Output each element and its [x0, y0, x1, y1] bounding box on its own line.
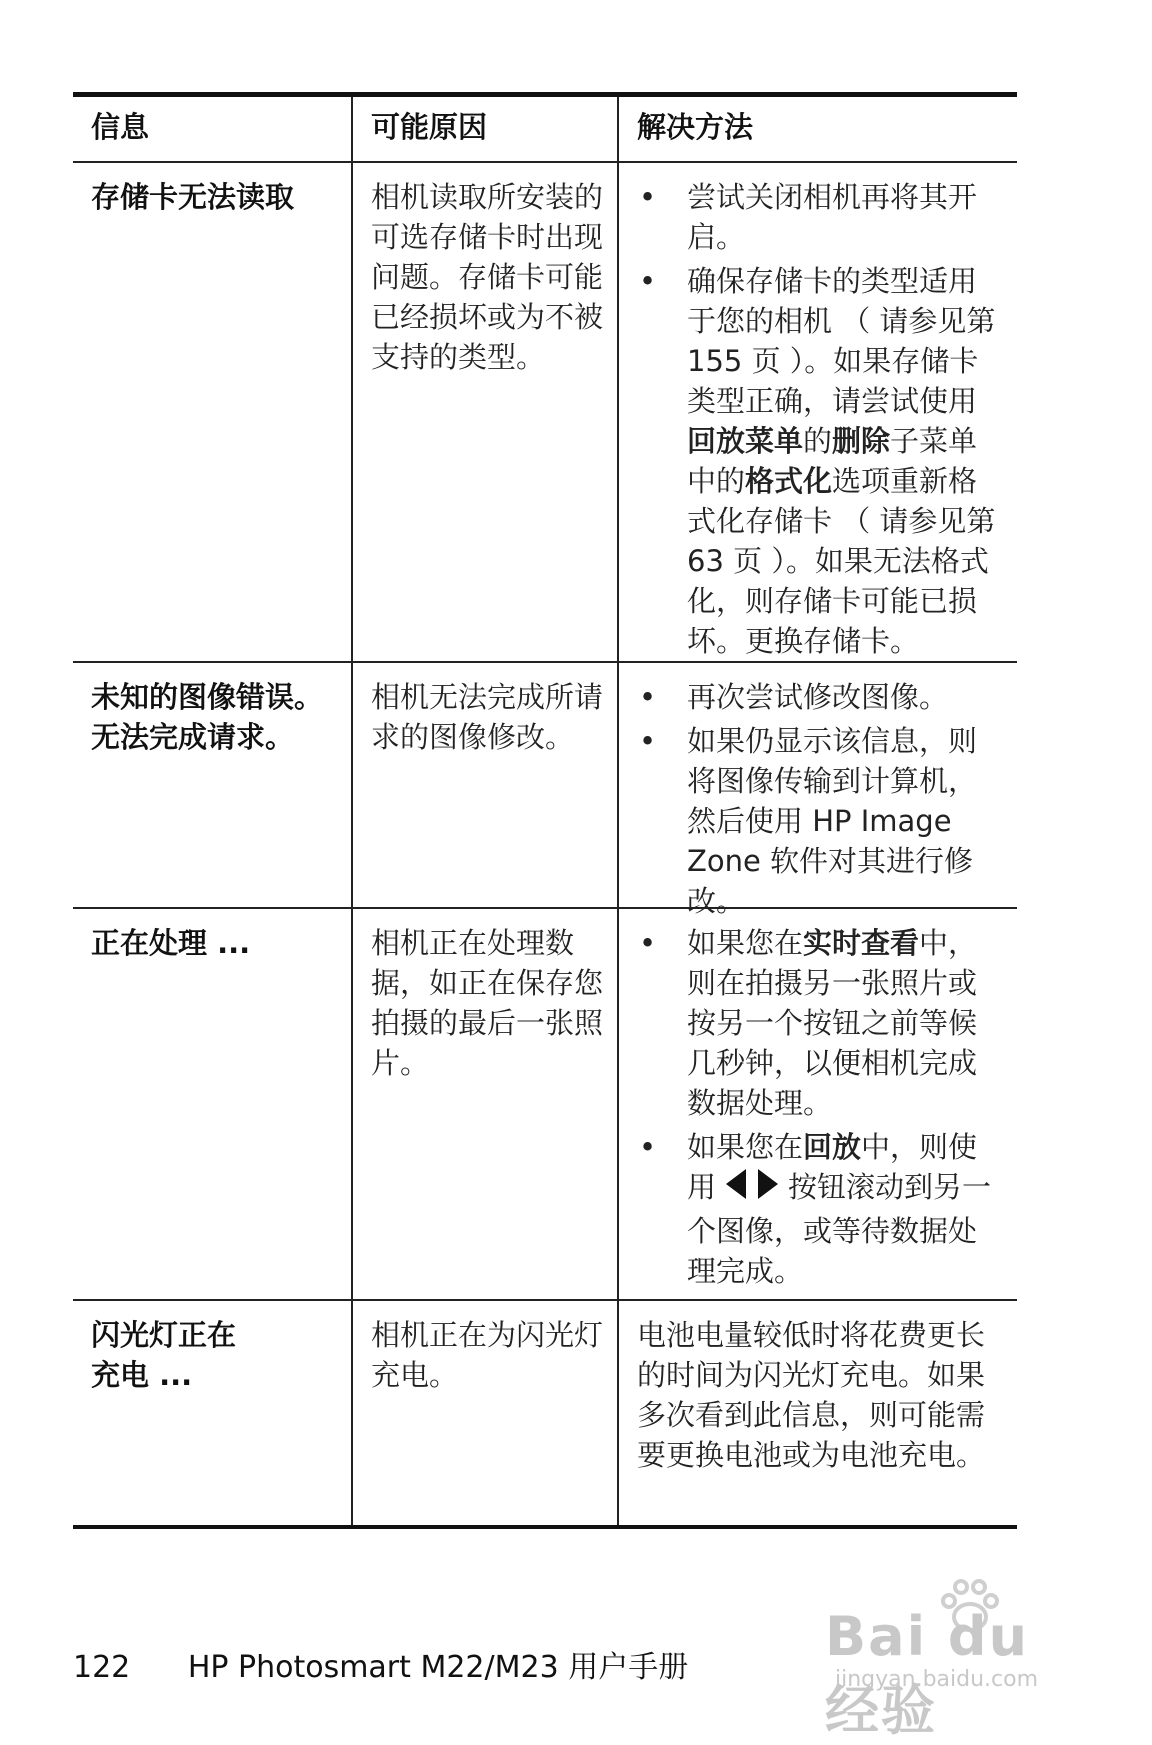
- table-row: [73, 1299, 1017, 1525]
- menu-name: 回放菜单: [687, 424, 804, 458]
- bullet-glyph: •: [639, 1130, 657, 1164]
- page-number: 122: [73, 1650, 131, 1685]
- bullet-glyph: •: [639, 680, 657, 714]
- row-message: 未知的图像错误。 无法完成请求。: [73, 663, 353, 907]
- table-row: [73, 661, 1017, 918]
- bullet-glyph: •: [639, 724, 657, 758]
- row-solution: [619, 163, 1017, 661]
- row-message: 存储卡无法读取: [73, 163, 353, 661]
- table-row: [73, 907, 1017, 1299]
- troubleshooting-table: [73, 92, 1017, 1529]
- row-cause: 相机读取所安装的可选存储卡时出现问题。存储卡可能已经损坏或为不被支持的类型。: [353, 163, 619, 661]
- mode-name: 实时查看: [803, 926, 920, 960]
- bullet-glyph: •: [639, 926, 657, 960]
- list-item: • 如果仍显示该信息，则将图像传输到计算机，然后使用 HP Image Zone 软件对其进行修改。: [637, 721, 1003, 921]
- page-footer: [73, 1642, 688, 1686]
- list-item: • 确保存储卡的类型适用于您的相机 （ 请参见第 155 页 ）。如果存储卡类型正确，请尝试使用回放菜单的删除子菜单中的格式化选项重新格式化存储卡 （ 请参见第 63 页 ）。如果无法格式化，则存储卡可能已损坏。更换存储卡。: [637, 261, 1003, 661]
- manual-title: HP Photosmart M22/M23 用户手册: [187, 1650, 689, 1685]
- mode-name: 回放: [803, 1130, 862, 1164]
- row-solution: 电池电量较低时将花费更长的时间为闪光灯充电。如果多次看到此信息，则可能需要更换电池或为电池充电。: [637, 1318, 986, 1472]
- list-item: • 尝试关闭相机再将其开启。: [637, 177, 1003, 257]
- menu-name: 格式化: [745, 464, 833, 498]
- list-item: • 再次尝试修改图像。: [637, 677, 1003, 717]
- table-header-row: [73, 97, 1017, 163]
- row-message: 闪光灯正在 充电 ...: [73, 1301, 353, 1525]
- header-cause: 可能原因: [353, 97, 619, 161]
- watermark-main: Bai du 经验: [825, 1605, 1030, 1742]
- list-item: • 如果您在实时查看中，则在拍摄另一张照片或按另一个按钮之前等候几秒钟，以便相机完成数据处理。: [637, 923, 1003, 1123]
- row-cause: 相机正在处理数据，如正在保存您拍摄的最后一张照片。: [353, 909, 619, 1299]
- bullet-glyph: •: [639, 180, 657, 214]
- baidu-watermark: [815, 1575, 1085, 1742]
- row-cause: 相机无法完成所请求的图像修改。: [353, 663, 619, 907]
- header-solution: 解决方法: [637, 110, 754, 144]
- left-right-arrows-icon: [724, 1167, 780, 1211]
- row-solution: [619, 909, 1017, 1299]
- row-solution: [619, 663, 1017, 918]
- list-item: • 如果您在回放中，则使用 按钮滚动到另一个图像，或等待数据处理完成。: [637, 1127, 1003, 1291]
- row-message: 正在处理 ...: [73, 909, 353, 1299]
- row-cause: 相机正在为闪光灯充电。: [353, 1301, 619, 1525]
- watermark-url: jingyan.baidu.com: [835, 1667, 1039, 1692]
- header-message: 信息: [73, 97, 353, 161]
- table-row: [73, 163, 1017, 661]
- bullet-glyph: •: [639, 264, 657, 298]
- menu-name: 删除: [832, 424, 891, 458]
